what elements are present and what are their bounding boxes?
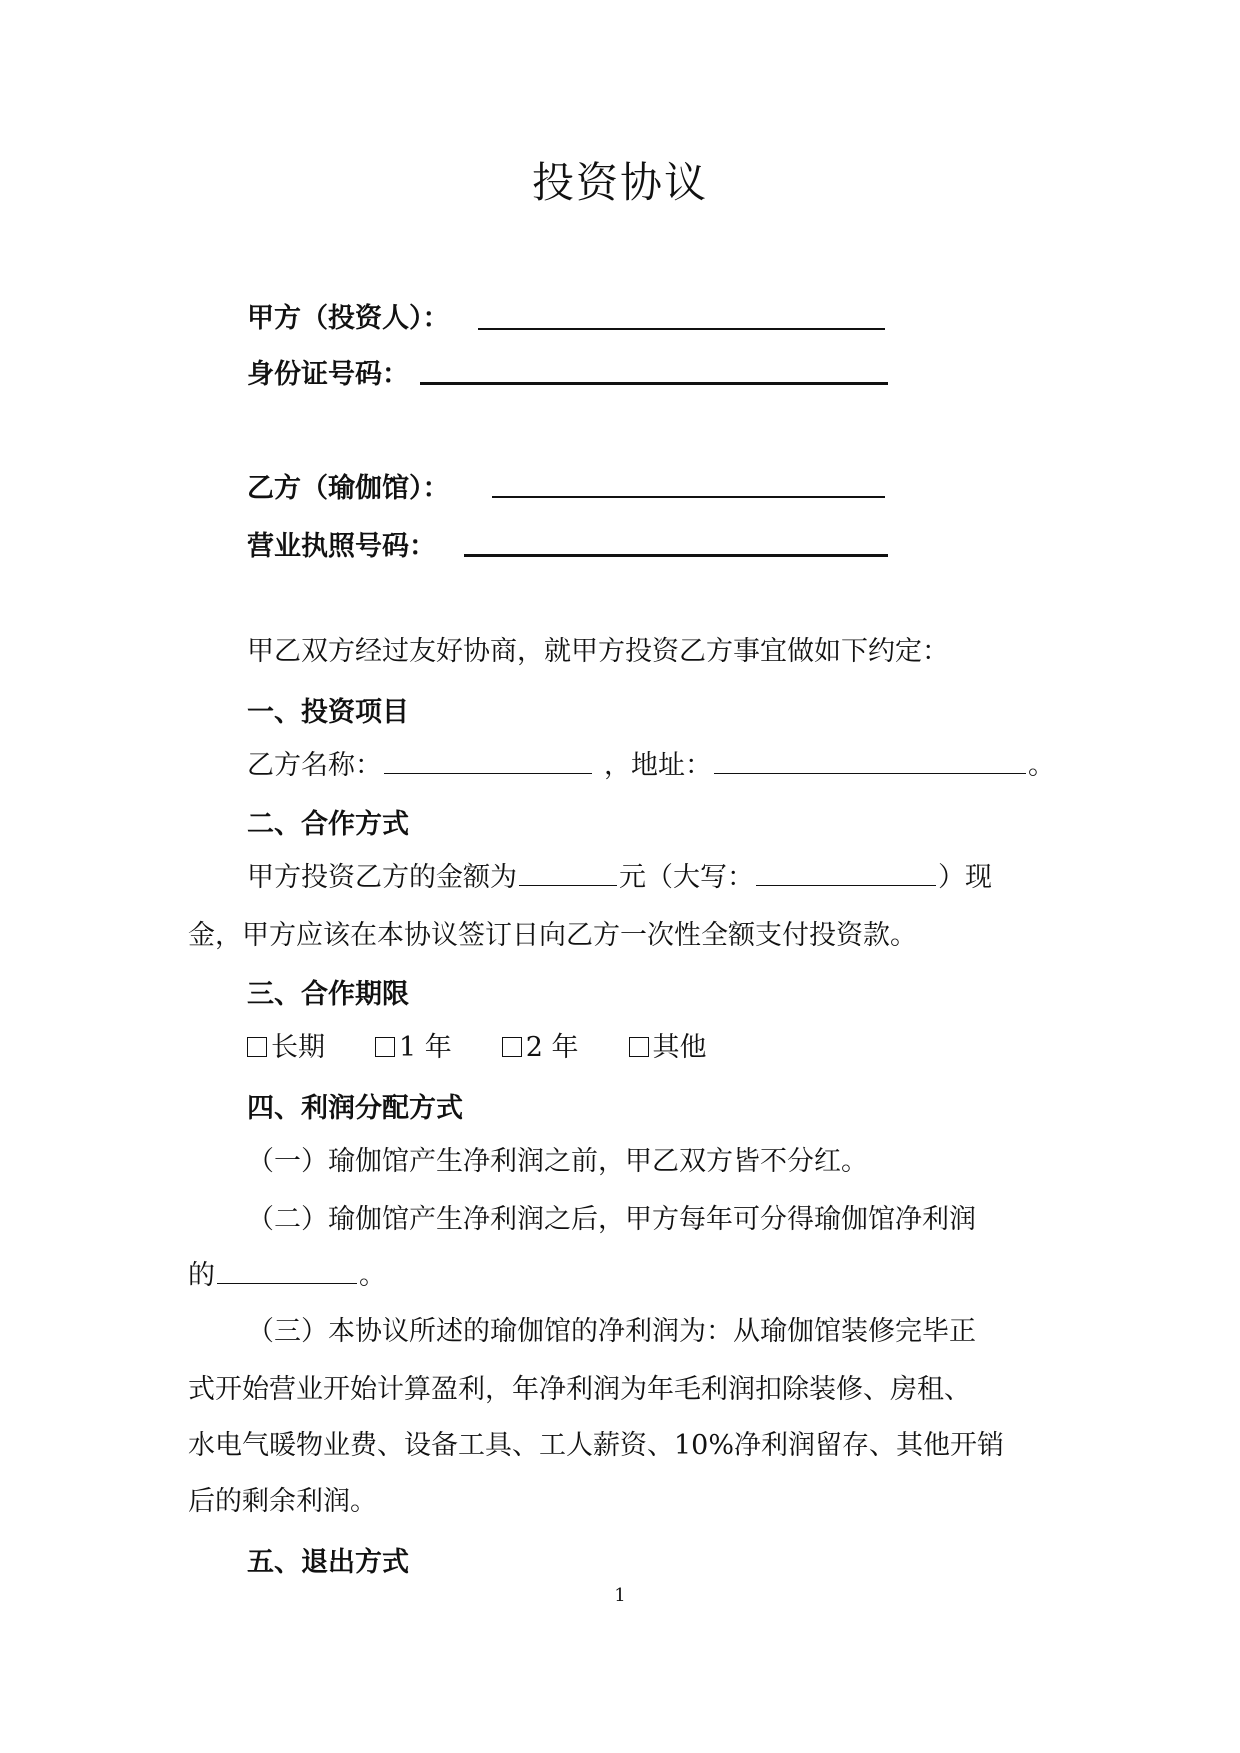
- term-options: [247, 1028, 757, 1068]
- cash-text: ）现: [938, 862, 992, 893]
- section-5-heading: 五、退出方式: [247, 1547, 409, 1578]
- amount-text: 甲方投资乙方的金额为: [247, 862, 517, 893]
- party-a-id-label: 身份证号码：: [247, 359, 409, 390]
- section-1-line: [247, 746, 1055, 786]
- amount-upper-blank[interactable]: [756, 859, 936, 886]
- profit-clause-2-line-1: （二）瑜伽馆产生净利润之后，甲方每年可分得瑜伽馆净利润: [247, 1204, 976, 1235]
- party-b-label: 乙方（瑜伽馆）：: [247, 473, 450, 504]
- party-b-license-label: 营业执照号码：: [247, 531, 436, 562]
- term-option-other[interactable]: 其他: [629, 1028, 707, 1068]
- section-1-end: 。: [1028, 750, 1055, 781]
- profit-clause-1: （一）瑜伽馆产生净利润之前，甲乙双方皆不分红。: [247, 1146, 868, 1177]
- section-2-heading: 二、合作方式: [247, 809, 409, 840]
- profit-clause-3-line-2: 式开始营业开始计算盈利，年净利润为年毛利润扣除装修、房租、: [188, 1374, 971, 1405]
- section-2-line-1: [247, 858, 992, 898]
- profit-clause-2-line-2: 的 。: [188, 1256, 386, 1296]
- profit-clause-3-line-4: 后的剩余利润。: [188, 1486, 377, 1517]
- term-option-2yr[interactable]: 2 年: [502, 1028, 579, 1068]
- partner-name-blank[interactable]: [384, 747, 592, 774]
- checkbox-icon[interactable]: [247, 1037, 267, 1057]
- document-title: 投资协议: [531, 158, 708, 207]
- party-a-label: 甲方（投资人）：: [247, 303, 450, 334]
- party-b-license-blank[interactable]: [464, 554, 888, 557]
- section-1-heading: 一、投资项目: [247, 697, 409, 728]
- amount-upper-text: 元（大写：: [619, 862, 754, 893]
- section-2-line-2: 金，甲方应该在本协议签订日向乙方一次性全额支付投资款。: [188, 920, 917, 951]
- term-option-long[interactable]: 长期: [247, 1028, 325, 1068]
- term-option-1yr[interactable]: 1 年: [375, 1028, 452, 1068]
- amount-blank[interactable]: [519, 859, 617, 886]
- section-4-heading: 四、利润分配方式: [247, 1093, 463, 1124]
- checkbox-icon[interactable]: [375, 1037, 395, 1057]
- profit-clause-3-line-3: 水电气暖物业费、设备工具、工人薪资、10%净利润留存、其他开销: [188, 1430, 1005, 1461]
- intro-paragraph: 甲乙双方经过友好协商，就甲方投资乙方事宜做如下约定：: [247, 636, 949, 667]
- section-3-heading: 三、合作期限: [247, 979, 409, 1010]
- party-a-id-blank[interactable]: [420, 382, 888, 385]
- checkbox-icon[interactable]: [629, 1037, 649, 1057]
- address-blank[interactable]: [714, 747, 1026, 774]
- partner-name-label: 乙方名称：: [247, 750, 382, 781]
- checkbox-icon[interactable]: [502, 1037, 522, 1057]
- address-label: ，地址：: [604, 750, 712, 781]
- profit-share-blank[interactable]: [217, 1257, 357, 1284]
- party-a-blank[interactable]: [478, 328, 885, 330]
- party-b-blank[interactable]: [492, 496, 885, 498]
- profit-clause-3-line-1: （三）本协议所述的瑜伽馆的净利润为：从瑜伽馆装修完毕正: [247, 1316, 976, 1347]
- page-number: 1: [614, 1585, 626, 1606]
